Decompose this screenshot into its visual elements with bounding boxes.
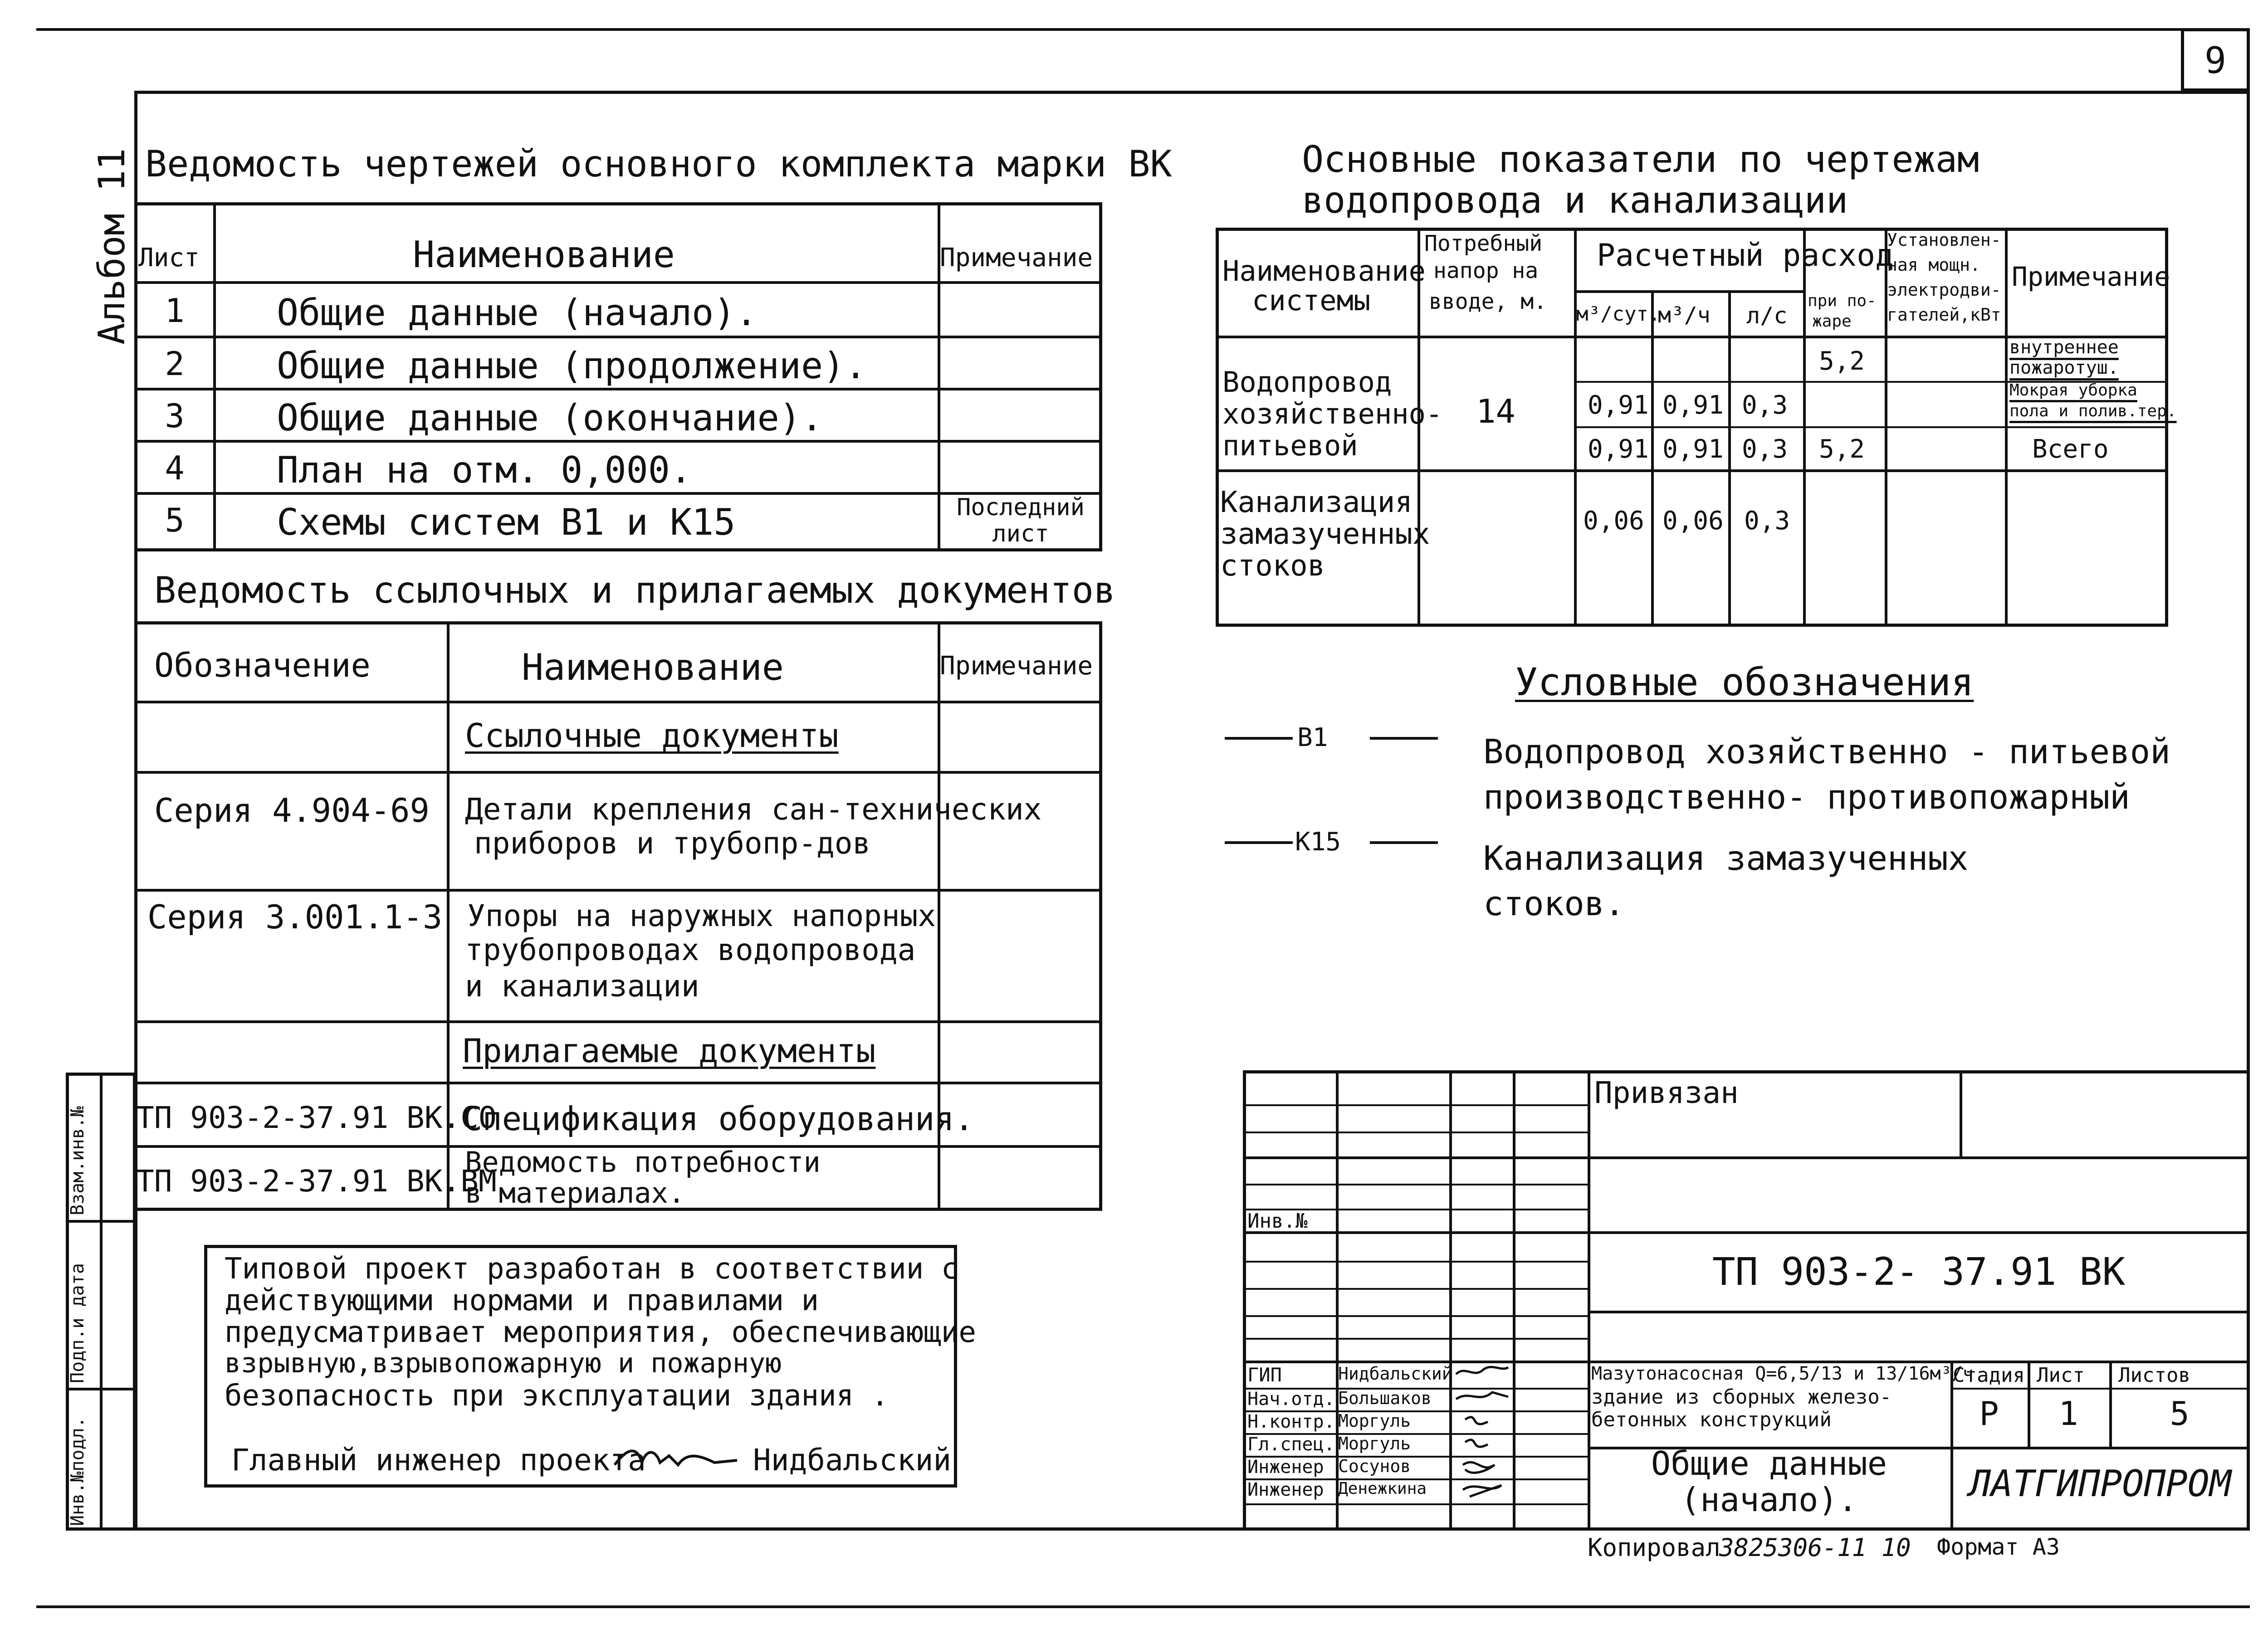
ind-sys1-line: хозяйственно- [1222,397,1443,430]
tb-name: Моргуль [1338,1434,1411,1454]
tb-name: Сосунов [1338,1456,1411,1476]
legend-b1-line-left [1225,737,1293,740]
tb-role: Гл.спец. [1247,1434,1335,1455]
ind-h-head-3: вводе, м. [1429,289,1547,314]
drawing-name: Общие данные (продолжение). [277,345,867,387]
ind-h-power-1: Установлен- [1887,230,2001,250]
drawing-name: Общие данные (окончание). [277,397,823,439]
tb-code: ТП 903-2- 37.91 ВК [1712,1249,2126,1294]
drawings-header-name: Наименование [413,234,675,276]
tb-inv: Инв.№ [1247,1210,1308,1233]
legend-line: Канализация замазученных [1483,839,1969,878]
legend-line: стоков. [1483,884,1625,923]
ind-fire: 5,2 [1819,434,1865,464]
ref-name-line: Спецификация оборудования. [463,1100,974,1138]
note-line: действующими нормами и правилами и [225,1284,819,1317]
ref-name-line: приборов и трубопр-дов [474,826,871,861]
ind-h-power-4: гателей,кВт [1887,305,2001,325]
ind-sys1-line: Водопровод [1222,366,1392,399]
ind-ls: 0,3 [1742,434,1788,464]
ind-note: внутреннее [2009,337,2119,358]
drawing-name: План на отм. 0,000. [277,449,692,491]
note-signer-label: Главный инженер проекта [231,1443,646,1478]
side-stamp-sign: Подп.и дата [67,1263,88,1383]
album-label: Альбом 11 [91,148,133,345]
ref-name-line: в материалах. [465,1176,685,1210]
footer-format: Формат А3 [1937,1534,2060,1560]
drawing-sheet: 4 [165,449,185,487]
ind-m3d: 0,06 [1583,506,1644,536]
tb-stage: Р [1979,1395,1999,1433]
footer-copy-no: 3825306-11 10 [1719,1533,1911,1562]
tb-bound: Привязан [1594,1075,1739,1110]
ind-h-flow: Расчетный расход [1597,238,1894,273]
drawing-sheet: 2 [165,345,185,383]
ind-m3d: 0,91 [1588,434,1649,464]
legend-k15-tag: К15 [1295,827,1341,857]
page-number: 9 [2204,39,2227,82]
ind-note: Всего [2032,434,2109,464]
ind-sys1-line: питьевой [1222,429,1358,462]
tb-stage-header: Стадия [1953,1364,2025,1387]
tb-object-line: Мазутонасосная Q=6,5/13 и 13/16м³/ч [1591,1363,1974,1384]
note-line: взрывную,взрывопожарную и пожарную [225,1347,782,1379]
tb-sheets: 5 [2170,1395,2190,1433]
legend-k15-line-left [1225,841,1293,844]
ind-h-power-3: электродви- [1887,280,2001,300]
ind-h-fire-1: при по- [1808,292,1877,310]
legend-k15-line-right [1370,841,1438,844]
ind-note: Мокрая уборка [2009,381,2137,400]
drawings-header-sheet: Лист [138,243,200,273]
refs-header-name: Наименование [522,646,784,688]
tb-object-line: бетонных конструкций [1591,1408,1832,1431]
ind-h-head-2: напор на [1433,258,1539,283]
tb-object-line: здание из сборных железо- [1591,1385,1892,1409]
indicators-title-1: Основные показатели по чертежам [1302,138,1980,180]
drawing-sheet: 5 [165,501,185,539]
legend-b1-tag: В1 [1297,723,1328,752]
side-stamp-replace: Взам.инв.№ [67,1106,88,1215]
note-line: безопасность при эксплуатации здания . [225,1379,889,1413]
ref-code: ТП 903-2-37.91 ВК.СО [136,1100,497,1135]
tb-title-2: (начало). [1680,1481,1858,1519]
ind-sys2-line: стоков [1220,549,1325,583]
ind-m3d: 0,91 [1588,390,1649,420]
tb-name: Нидбальский [1338,1364,1452,1384]
legend-title: Условные обозначения [1515,660,1974,704]
ind-m3h: 0,06 [1662,506,1724,536]
ind-ls: 0,3 [1744,506,1790,536]
refs-title: Ведомость ссылочных и прилагаемых документов [154,569,1116,611]
note-line: Типовой проект разработан в соответствии с [225,1252,959,1286]
ref-code: Серия 4.904-69 [154,791,430,829]
drawings-header-note: Примечание [940,243,1093,273]
tb-name: Моргуль [1338,1411,1411,1431]
ind-h-head-1: Потребный [1424,231,1543,256]
tb-org: ЛАТГИПРОПРОМ [1969,1463,2231,1505]
ind-h-note: Примечание [2012,261,2170,292]
drawing-name: Схемы систем В1 и К15 [277,501,736,543]
ref-name-line: Детали крепления сан-технических [465,792,1042,827]
ind-sys1-head: 14 [1476,392,1515,430]
tb-sheet-header: Лист [2037,1364,2085,1387]
ind-note: пола и полив.тер. [2009,402,2177,420]
ind-fire: 5,2 [1819,346,1865,376]
refs-header-note: Примечание [940,651,1093,681]
tb-role: ГИП [1247,1364,1282,1386]
drawing-note-last: Последний [957,494,1085,521]
ind-m3h: 0,91 [1662,434,1724,464]
note-signer-name: Нидбальский [753,1443,952,1478]
drawing-sheet: 1 [165,292,185,330]
refs-section-attached: Прилагаемые документы [463,1032,876,1070]
tb-sheets-header: Листов [2118,1364,2190,1387]
ind-h-fire-2: жаре [1812,312,1852,331]
legend-b1-line-right [1370,737,1438,740]
drawing-sheet: 3 [165,397,185,435]
ind-h-m3d: м³/сут. [1576,302,1661,326]
tb-role: Инженер [1247,1479,1324,1500]
ind-h-m3h: м³/ч [1658,302,1711,328]
ind-m3h: 0,91 [1662,390,1724,420]
ind-note: пожаротуш. [2009,357,2119,378]
ind-h-system-1: Наименование [1222,254,1426,288]
tb-role: Нач.отд. [1247,1389,1335,1410]
refs-section-links: Ссылочные документы [465,717,839,755]
top-border-line [36,28,2250,31]
ind-sys2-line: Канализация [1220,486,1413,519]
ind-h-power-2: ная мощн. [1887,255,1980,275]
tb-name: Денежкина [1338,1479,1427,1498]
tb-name: Большаков [1338,1388,1432,1408]
footer-copied: Копировал [1588,1533,1721,1562]
ref-name-line: трубопроводах водопровода [465,932,916,967]
ref-name-line: и канализации [465,969,699,1004]
legend-line: производственно- противопожарный [1483,778,2130,817]
bottom-border-line [36,1605,2250,1608]
tb-title-1: Общие данные [1651,1444,1887,1483]
ref-code: Серия 3.001.1-3 [147,898,443,936]
tb-role: Н.контр. [1247,1411,1335,1432]
ind-ls: 0,3 [1742,390,1788,420]
drawing-name: Общие данные (начало). [277,292,758,334]
side-stamp-inv: Инв.№подл. [67,1417,88,1526]
tb-role: Инженер [1247,1457,1324,1478]
tb-sheet: 1 [2058,1395,2078,1433]
note-line: предусматривает мероприятия, обеспечивающие [225,1316,976,1349]
legend-line: Водопровод хозяйственно - питьевой [1483,732,2170,771]
drawings-title: Ведомость чертежей основного комплекта марки ВК [145,143,1172,185]
refs-header-code: Обозначение [154,646,371,684]
ind-h-ls: л/с [1746,302,1788,329]
drawing-note-last-2: лист [992,520,1049,547]
signature-icon [610,1438,746,1478]
signatures-icon [1452,1354,1513,1503]
ref-name-line: Упоры на наружных напорных [467,898,936,933]
ref-code: ТП 903-2-37.91 ВК.ВМ [136,1164,497,1199]
indicators-title-2: водопровода и канализации [1302,179,1848,221]
ind-sys2-line: замазученных [1220,517,1430,551]
ref-name-line: Ведомость потребности [465,1146,821,1179]
ind-h-system-2: системы [1252,284,1371,317]
